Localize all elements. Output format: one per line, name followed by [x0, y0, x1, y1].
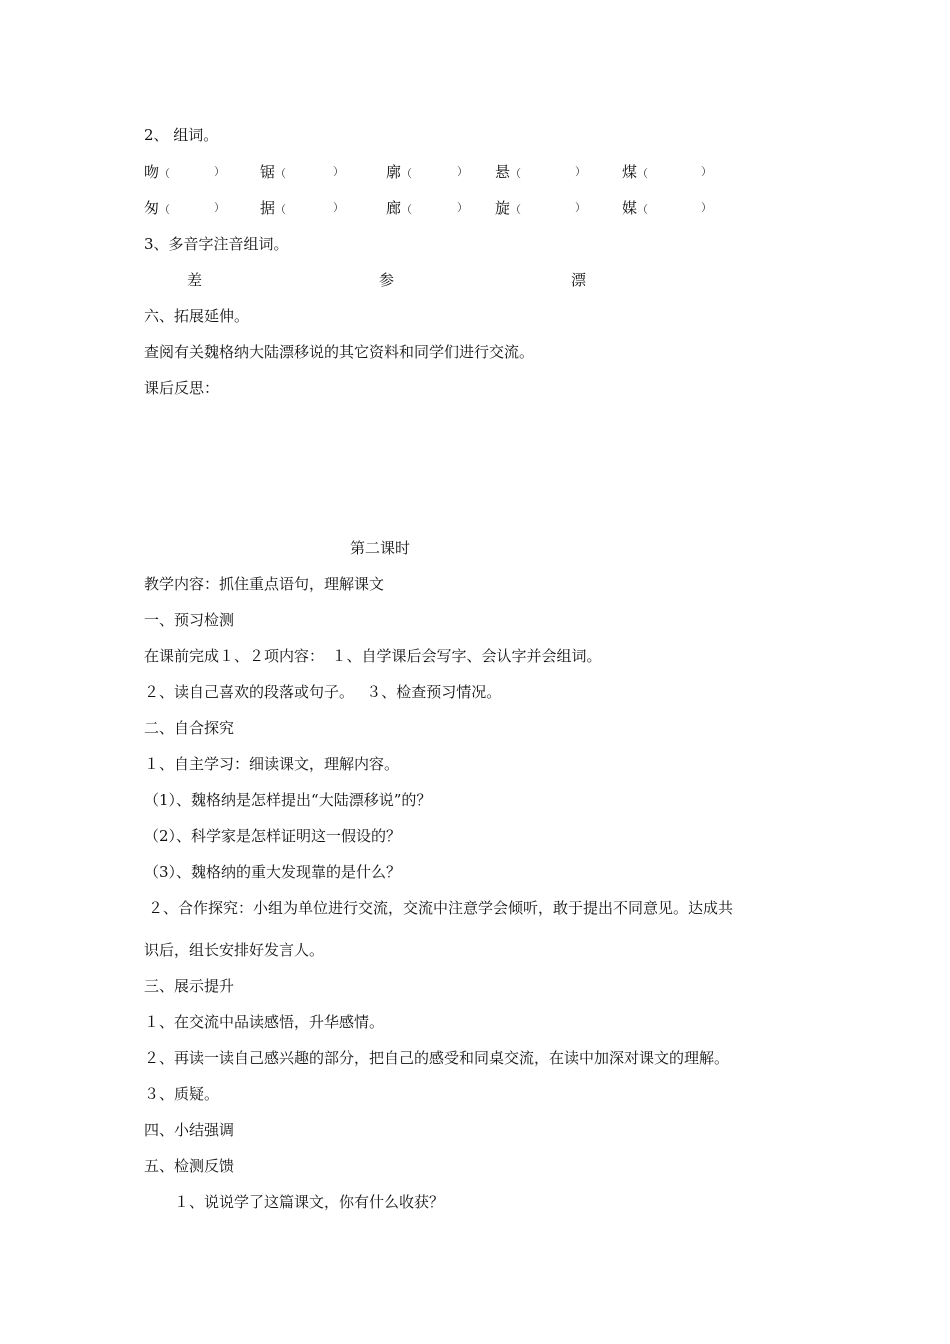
close-paren: ） [575, 201, 586, 214]
coop-line-2: 识后，组长安排好发言人。 [144, 941, 325, 959]
open-paren: （ [401, 167, 413, 180]
open-paren: （ [510, 203, 522, 216]
open-paren: （ [637, 167, 649, 180]
close-paren: ） [575, 165, 586, 178]
duoyin-char: 漂 [571, 271, 587, 289]
open-paren: （ [275, 167, 287, 180]
open-paren: （ [275, 203, 287, 216]
lesson-title: 第二课时 [350, 539, 411, 557]
open-paren: （ [159, 167, 171, 180]
part-3-heading: 三、展示提升 [144, 977, 235, 995]
zuci-char: 悬 [495, 163, 511, 181]
zuci-char: 旋 [495, 199, 511, 217]
part-2-line-1: １、自主学习：细读课文，理解内容。 [144, 755, 400, 773]
close-paren: ） [457, 165, 468, 178]
close-paren: ） [701, 201, 712, 214]
zuci-heading: 2、 组词。 [144, 126, 219, 144]
zuci-item [260, 198, 286, 220]
part-3-line-3: ３、质疑。 [144, 1085, 220, 1103]
zuci-item [622, 198, 648, 220]
open-paren: （ [401, 203, 413, 216]
reflection-label: 课后反思： [144, 379, 220, 397]
close-paren: ） [701, 165, 712, 178]
zuci-char: 锯 [260, 163, 276, 181]
duoyin-heading: 3、多音字注音组词。 [144, 235, 289, 253]
part-4-heading: 四、小结强调 [144, 1121, 235, 1139]
coop-line-1: ２、合作探究：小组为单位进行交流，交流中注意学会倾听，敢于提出不同意见。达成共 [148, 899, 734, 917]
zuci-item [144, 162, 170, 184]
zuci-char: 廊 [386, 199, 402, 217]
open-paren: （ [510, 167, 522, 180]
section-6-text: 查阅有关魏格纳大陆漂移说的其它资料和同学们进行交流。 [144, 343, 535, 361]
open-paren: （ [637, 203, 649, 216]
close-paren: ） [333, 165, 344, 178]
part-5-line-1: １、说说学了这篇课文，你有什么收获？ [174, 1193, 445, 1211]
close-paren: ） [457, 201, 468, 214]
zuci-char: 吻 [144, 163, 160, 181]
part-2-heading: 二、自合探究 [144, 719, 235, 737]
duoyin-char: 差 [187, 271, 203, 289]
part-3-line-2: ２、再读一读自己感兴趣的部分，把自己的感受和同桌交流，在读中加深对课文的理解。 [144, 1049, 730, 1067]
zuci-char: 煤 [622, 163, 638, 181]
zuci-item [622, 162, 648, 184]
part-1-line-1: 在课前完成１、２项内容： １、自学课后会写字、会认字并会组词。 [144, 647, 602, 665]
question-1: （1）、魏格纳是怎样提出“大陆漂移说”的？ [144, 791, 432, 809]
close-paren: ） [214, 165, 225, 178]
zuci-item [495, 198, 521, 220]
close-paren: ） [214, 201, 225, 214]
zuci-char: 媒 [622, 199, 638, 217]
question-3: （3）、魏格纳的重大发现靠的是什么？ [144, 863, 402, 881]
duoyin-char: 参 [379, 271, 395, 289]
question-2: （2）、科学家是怎样证明这一假设的？ [144, 827, 402, 845]
zuci-item [386, 162, 412, 184]
zuci-item [386, 198, 412, 220]
section-6-heading: 六、拓展延伸。 [144, 307, 250, 325]
zuci-item [144, 198, 170, 220]
part-3-line-1: １、在交流中品读感悟，升华感情。 [144, 1013, 385, 1031]
zuci-item [495, 162, 521, 184]
zuci-char: 匆 [144, 199, 160, 217]
part-1-heading: 一、预习检测 [144, 611, 235, 629]
close-paren: ） [333, 201, 344, 214]
part-1-line-2: ２、读自己喜欢的段落或句子。 ３、检查预习情况。 [144, 683, 502, 701]
zuci-item [260, 162, 286, 184]
zuci-char: 据 [260, 199, 276, 217]
open-paren: （ [159, 203, 171, 216]
zuci-char: 廓 [386, 163, 402, 181]
part-5-heading: 五、检测反馈 [144, 1157, 235, 1175]
lesson-content: 教学内容：抓住重点语句，理解课文 [144, 575, 385, 593]
